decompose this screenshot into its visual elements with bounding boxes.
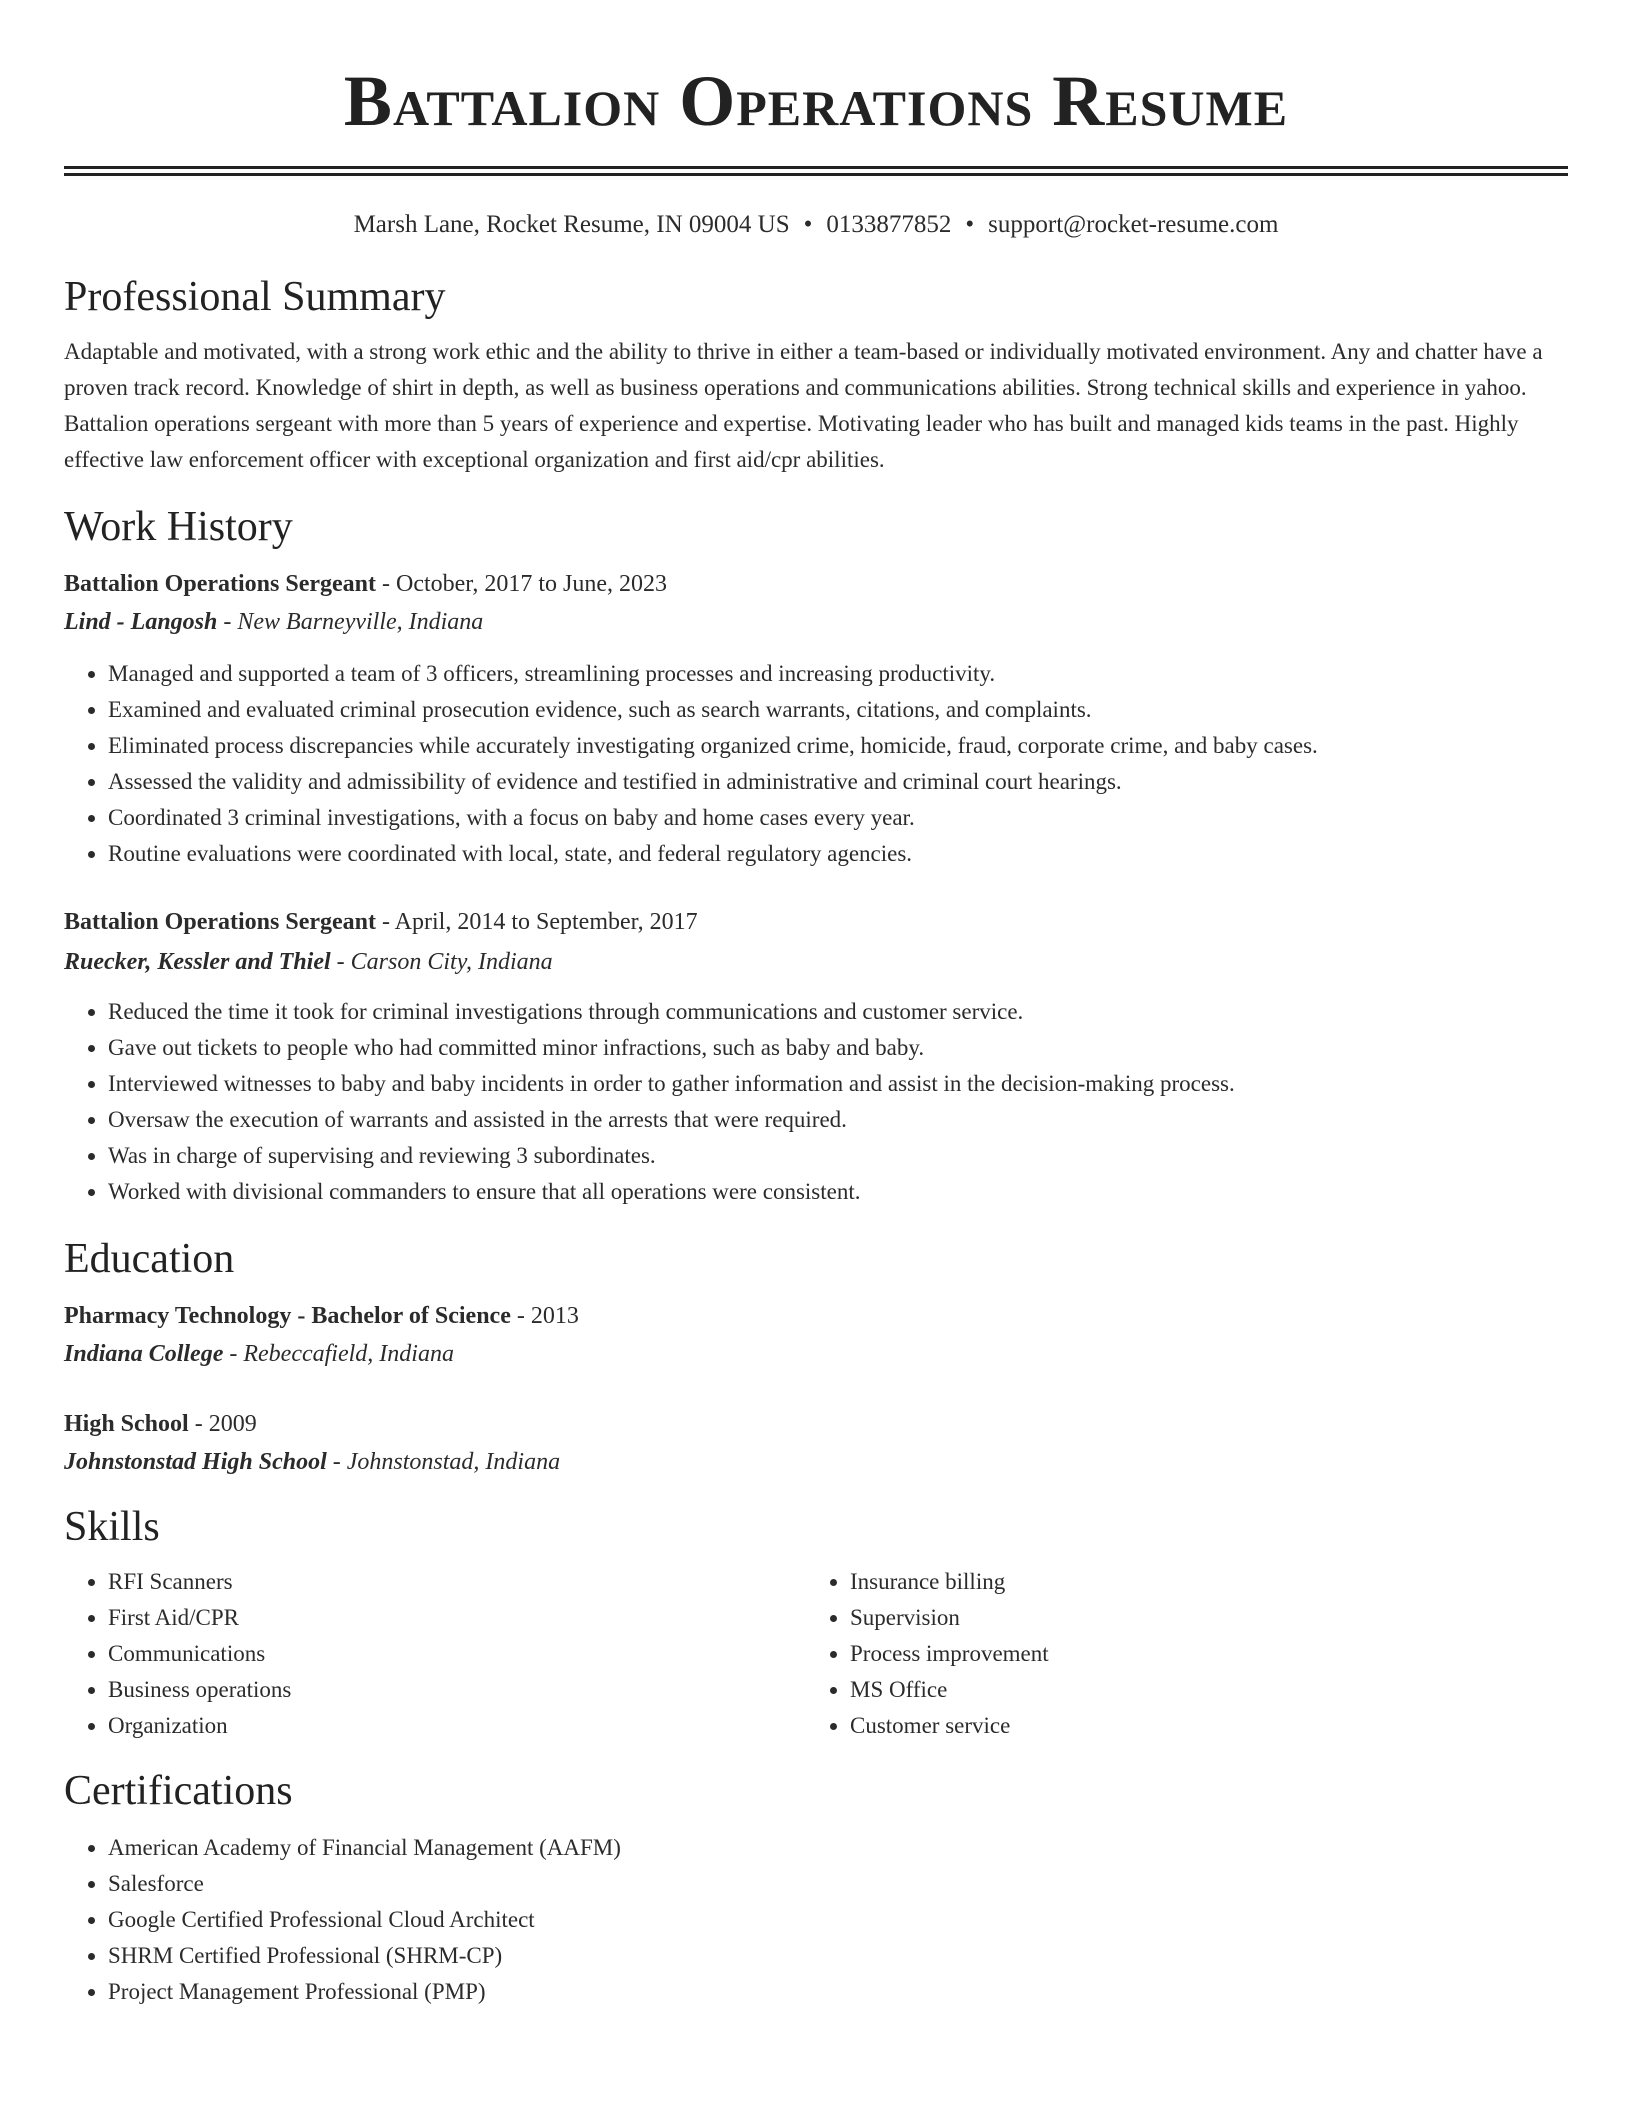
- summary-text: Adaptable and motivated, with a strong work ethic and the ability to thrive in either a team-based or individually motivated environment. Any and chatter have a proven track record. Knowledge of shirt in depth, as well as business operations and communications abilities. Strong technical skills and experience in yahoo. Battalion operations sergeant with more than 5 years of experience and expertise. Motivating leader who has built and managed kids teams in the past. Highly effective law enforcement officer with exceptional organization and first aid/cpr abilities.: [64, 339, 1543, 472]
- contact-line: [64, 210, 1568, 240]
- list-item: • First Aid/CPR: [108, 1600, 806, 1636]
- list-item: • Salesforce: [108, 1866, 1568, 1902]
- job-entry: [64, 904, 1568, 1210]
- job-entry: [64, 566, 1568, 872]
- degree-name: High School: [64, 1411, 189, 1437]
- degree-name: Pharmacy Technology - Bachelor of Science: [64, 1303, 511, 1329]
- skills-heading: Skills: [64, 1504, 160, 1550]
- education-entry: [64, 1406, 1568, 1480]
- degree-line: [64, 1298, 1568, 1334]
- list-item: • Supervision: [850, 1600, 1548, 1636]
- degree-line: [64, 1406, 1568, 1442]
- skills-list-right: [806, 1564, 1548, 1744]
- list-item: • Examined and evaluated criminal prosecution evidence, such as search warrants, citations, and complaints.: [108, 692, 1568, 728]
- education-heading: Education: [64, 1236, 235, 1282]
- job-location: - New Barneyville, Indiana: [217, 609, 484, 635]
- certifications-list: [64, 1830, 1568, 2010]
- list-item: • Reduced the time it took for criminal investigations through communications and customer service.: [108, 994, 1568, 1030]
- resume-title: Battalion Operations Resume: [343, 61, 1289, 141]
- list-item: • Interviewed witnesses to baby and baby incidents in order to gather information and assist in the decision-making process.: [108, 1066, 1568, 1102]
- list-item: • SHRM Certified Professional (SHRM-CP): [108, 1938, 1568, 1974]
- job-duties-list: [64, 994, 1568, 1210]
- contact-phone: 0133877852: [826, 211, 952, 238]
- school-location: - Rebeccafield, Indiana: [223, 1341, 454, 1367]
- list-item: • RFI Scanners: [108, 1564, 806, 1600]
- list-item: • Routine evaluations were coordinated with local, state, and federal regulatory agencies.: [108, 836, 1568, 872]
- certifications-heading: Certifications: [64, 1768, 293, 1814]
- job-location: - Carson City, Indiana: [330, 949, 553, 975]
- list-item: • MS Office: [850, 1672, 1548, 1708]
- skills-list-left: [64, 1564, 806, 1744]
- list-item: • Gave out tickets to people who had committed minor infractions, such as baby and baby.: [108, 1030, 1568, 1066]
- job-company-line: [64, 604, 1568, 640]
- summary-section: [64, 272, 1568, 478]
- list-item: • Business operations: [108, 1672, 806, 1708]
- list-item: • Google Certified Professional Cloud Architect: [108, 1902, 1568, 1938]
- degree-year: - 2009: [188, 1411, 257, 1437]
- contact-separator: •: [803, 211, 813, 238]
- degree-year: - 2013: [510, 1303, 579, 1329]
- education-section: [64, 1234, 1568, 1480]
- school-name: Johnstonstad High School: [64, 1449, 327, 1475]
- job-title: Battalion Operations Sergeant: [64, 571, 376, 597]
- list-item: • Eliminated process discrepancies while accurately investigating organized crime, homicide, fraud, corporate crime, and baby cases.: [108, 728, 1568, 764]
- list-item: • Project Management Professional (PMP): [108, 1974, 1568, 2010]
- title-double-rule: [64, 166, 1568, 176]
- contact-email[interactable]: support@rocket-resume.com: [988, 211, 1279, 238]
- job-company: Lind - Langosh: [64, 609, 218, 635]
- list-item: • Process improvement: [850, 1636, 1548, 1672]
- list-item: • Insurance billing: [850, 1564, 1548, 1600]
- job-company-line: [64, 944, 1568, 980]
- work-history-section: [64, 502, 1568, 1210]
- resume-page: [64, 0, 1568, 2010]
- list-item: • Customer service: [850, 1708, 1548, 1744]
- school-line: [64, 1444, 1568, 1480]
- certifications-section: [64, 1766, 1568, 2010]
- school-location: - Johnstonstad, Indiana: [326, 1449, 561, 1475]
- list-item: • Oversaw the execution of warrants and assisted in the arrests that were required.: [108, 1102, 1568, 1138]
- list-item: • Coordinated 3 criminal investigations, with a focus on baby and home cases every year.: [108, 800, 1568, 836]
- list-item: • American Academy of Financial Management (AAFM): [108, 1830, 1568, 1866]
- list-item: • Communications: [108, 1636, 806, 1672]
- list-item: • Assessed the validity and admissibility of evidence and testified in administrative and criminal court hearings.: [108, 764, 1568, 800]
- contact-separator: •: [965, 211, 975, 238]
- job-title: Battalion Operations Sergeant: [64, 909, 376, 935]
- job-dates: - April, 2014 to September, 2017: [376, 909, 698, 935]
- work-history-heading: Work History: [64, 504, 293, 550]
- job-title-line: [64, 566, 1568, 602]
- job-duties-list: [64, 656, 1568, 872]
- job-title-line: [64, 904, 1568, 940]
- list-item: • Managed and supported a team of 3 officers, streamlining processes and increasing productivity.: [108, 656, 1568, 692]
- list-item: • Worked with divisional commanders to ensure that all operations were consistent.: [108, 1174, 1568, 1210]
- school-name: Indiana College: [64, 1341, 224, 1367]
- list-item: • Organization: [108, 1708, 806, 1744]
- school-line: [64, 1336, 1568, 1372]
- contact-address: Marsh Lane, Rocket Resume, IN 09004 US: [353, 211, 790, 238]
- job-company: Ruecker, Kessler and Thiel: [64, 949, 331, 975]
- education-entry: [64, 1298, 1568, 1372]
- list-item: • Was in charge of supervising and reviewing 3 subordinates.: [108, 1138, 1568, 1174]
- skills-section: [64, 1502, 1568, 1744]
- job-dates: - October, 2017 to June, 2023: [376, 571, 667, 597]
- summary-heading: Professional Summary: [64, 274, 446, 320]
- skills-grid: [64, 1564, 1568, 1744]
